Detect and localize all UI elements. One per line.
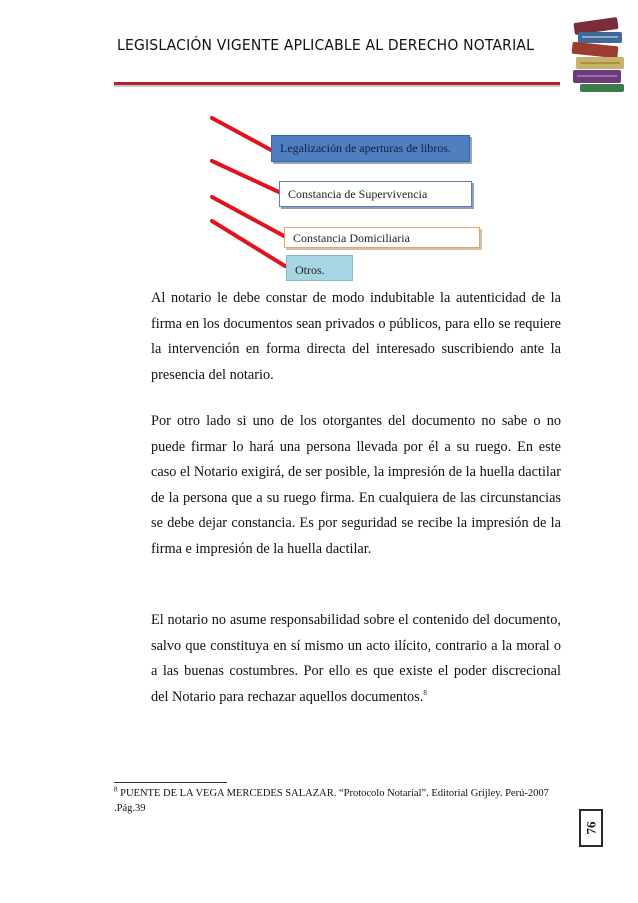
connector-line-2 <box>212 161 281 193</box>
diagram-box-domiciliaria: Constancia Domiciliaria <box>284 227 480 248</box>
paragraph-1: Al notario le debe constar de modo indubitable la autenticidad de la firma en los documentos sean privados o públicos, para ello se requiere la intervención en forma directa del interesado suscribiendo ante la presencia del notario. <box>151 290 561 383</box>
paragraph-2: Por otro lado si uno de los otorgantes del documento no sabe o no puede firmar lo hará una persona llevada por él a su ruego. En este caso el Notario exigirá, de ser posible, la impresión de la huella dactilar de la persona que a su ruego firma. En cualquiera de las circunstancias se debe dejar constancia. Es por seguridad se recibe la impresión de la firma e impresión de la huella dactilar. <box>151 413 561 557</box>
footnote-reference: 8 <box>423 688 427 697</box>
footnote <box>114 786 566 816</box>
paragraph-3 <box>151 608 561 710</box>
connector-line-3 <box>212 197 284 236</box>
connector-line-4 <box>212 221 285 266</box>
diagram-box-legalizacion: Legalización de aperturas de libros. <box>271 135 470 162</box>
connector-line-1 <box>212 118 271 150</box>
diagram-box-otros: Otros. <box>286 255 353 281</box>
page-header-title: LEGISLACIÓN VIGENTE APLICABLE AL DERECHO NOTARIAL <box>117 36 535 54</box>
diagram-box-supervivencia: Constancia de Supervivencia <box>279 181 472 207</box>
paragraph-3-text: El notario no asume responsabilidad sobre el contenido del documento, salvo que constituya en sí mismo un acto ilícito, contrario a la moral o a las buenas costumbres. Por ello es que existe el poder discrecional del Notario para rechazar aquellos documentos. <box>151 612 561 705</box>
footnote-text: PUENTE DE LA VEGA MERCEDES SALAZAR. “Protocolo Notarial”. Editorial Grijley. Perú-2007 .Pág.39 <box>114 788 549 814</box>
page-number-box <box>579 809 603 847</box>
footnote-separator <box>114 782 227 783</box>
page-number: 76 <box>583 821 598 835</box>
footnote-marker: 8 <box>114 785 118 794</box>
